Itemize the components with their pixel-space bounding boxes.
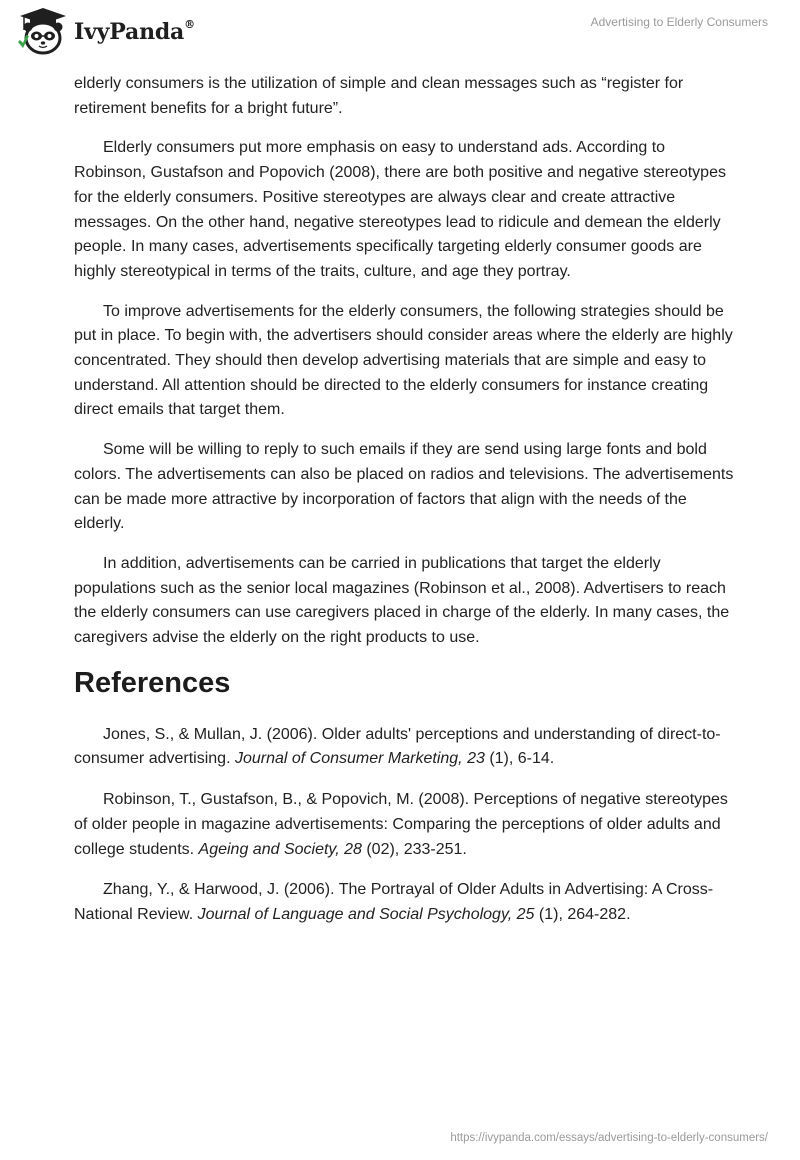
paragraph: To improve advertisements for the elderly consumers, the following strategies should be put in place. To begin with, the advertisers should consider areas where the elderly are highly concentrated. They should then develop advertising materials that are simple and easy to understand. All attention should be directed to the elderly consumers for instance creating direct emails that target them. — [74, 302, 733, 419]
source-url[interactable]: https://ivypanda.com/essays/advertising-to-elderly-consumers/ — [450, 1132, 768, 1144]
document-title: Advertising to Elderly Consumers — [590, 15, 768, 29]
ivypanda-logo[interactable] — [16, 6, 195, 56]
page-header — [0, 0, 800, 70]
reference-item: Jones, S., & Mullan, J. (2006). Older adults' perceptions and understanding of direct-to-consumer advertising. Journal of Consumer Marketing, 23 (1), 6-14. — [74, 725, 721, 768]
references-heading: References — [74, 666, 231, 699]
panda-graduate-icon — [16, 6, 70, 56]
reference-item: Zhang, Y., & Harwood, J. (2006). The Portrayal of Older Adults in Advertising: A Cross- National Review. Journal of Language and Social Psychology, 25 (1), 264-282. — [74, 881, 714, 923]
paragraph: Elderly consumers put more emphasis on easy to understand ads. According to Robinson, Gustafson and Popovich (2008), there are both positive and negative stereotypes for the elderly consumers. Positive stereotypes are always clear and create attractive messages. On the other hand, negative stereotypes lead to ridicule and demean the elderly people. In many cases, advertisements specifically targeting elderly consumer goods are highly stereotypical in terms of the traits, culture, and age they portray. — [74, 139, 726, 280]
brand-name: IvyPanda® — [74, 17, 195, 45]
paragraph: Some will be willing to reply to such emails if they are send using large fonts and bold colors. The advertisements can also be placed on radios and televisions. The advertisements can be made more attractive by incorporation of factors that align with the needs of the elderly. — [74, 441, 734, 533]
paragraph: In addition, advertisements can be carried in publications that target the elderly populations such as the senior local magazines (Robinson et al., 2008). Advertisers to reach the elderly consumers can use caregivers placed in charge of the elderly. In many cases, the caregivers advise the elderly on the right products to use. — [74, 554, 730, 647]
essay-content — [74, 72, 734, 944]
paragraph: elderly consumers is the utilization of simple and clean messages such as “register for retirement benefits for a bright future”. — [74, 75, 684, 117]
reference-item: Robinson, T., Gustafson, B., & Popovich, M. (2008). Perceptions of negative stereotypes of older people in magazine advertisements: Comparing the perceptions of older adults and college students. Ageing and Society, 28 (02), 233-251. — [74, 791, 728, 858]
